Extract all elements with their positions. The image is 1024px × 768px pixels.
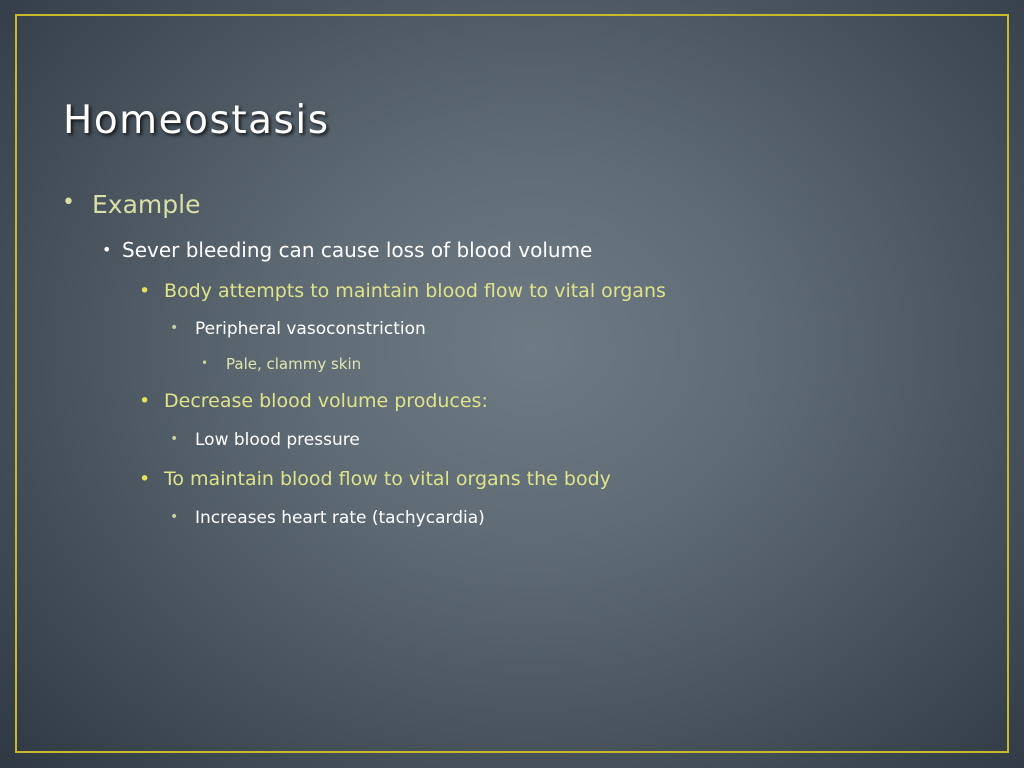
bullet-dot-icon: •: [170, 509, 179, 525]
bullet-text: Body attempts to maintain blood flow to vital organs: [164, 280, 666, 302]
slide-title: Homeostasis: [63, 98, 330, 143]
bullet-level2-bleeding: [102, 238, 592, 262]
bullet-text: Peripheral vasoconstriction: [195, 319, 426, 339]
bullet-text: Increases heart rate (tachycardia): [195, 508, 485, 528]
bullet-dot-icon: •: [139, 280, 151, 302]
bullet-level1-example: [62, 190, 200, 219]
bullet-dot-icon: •: [139, 468, 151, 490]
bullet-text: Sever bleeding can cause loss of blood volume: [122, 238, 593, 262]
bullet-level3-maintain-flow: [139, 468, 611, 490]
bullet-level3-decrease-volume: [139, 390, 488, 412]
bullet-text: Pale, clammy skin: [226, 355, 362, 373]
bullet-level3-body-attempts: [139, 280, 666, 302]
bullet-text: To maintain blood flow to vital organs the body: [164, 468, 611, 490]
bullet-level5-pale-skin: [201, 355, 361, 373]
bullet-level4-heart-rate: [170, 508, 485, 528]
bullet-dot-icon: •: [170, 320, 179, 336]
bullet-dot-icon: •: [170, 431, 179, 447]
bullet-dot-icon: •: [201, 356, 209, 370]
bullet-dot-icon: •: [102, 240, 112, 259]
bullet-text: Low blood pressure: [195, 430, 360, 450]
bullet-level4-low-pressure: [170, 430, 360, 450]
bullet-dot-icon: •: [139, 390, 151, 412]
bullet-level4-vasoconstriction: [170, 319, 426, 339]
bullet-dot-icon: •: [62, 190, 75, 215]
bullet-text: Example: [92, 190, 201, 219]
bullet-text: Decrease blood volume produces:: [164, 390, 488, 412]
